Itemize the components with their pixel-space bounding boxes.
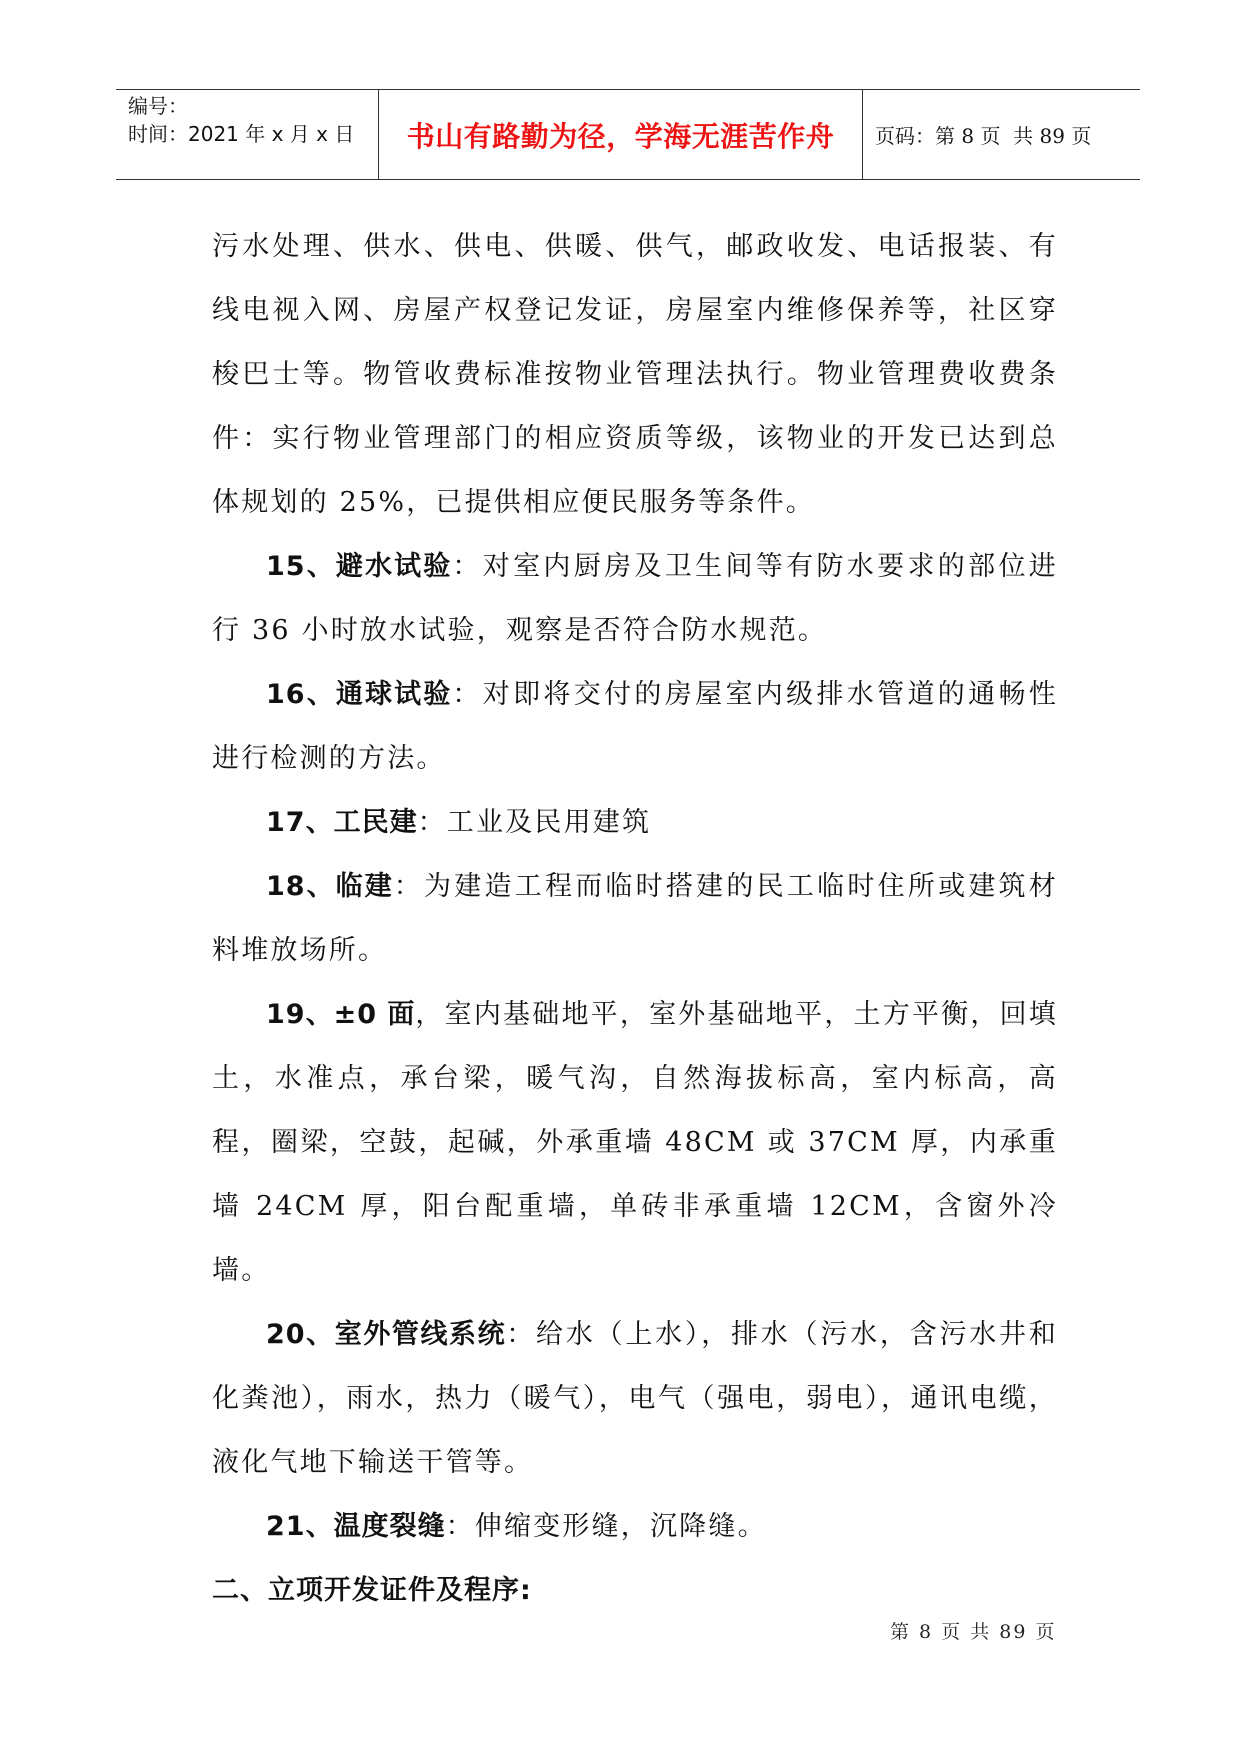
header-meta	[116, 90, 378, 179]
item-19-term: 19、±0 面	[266, 999, 416, 1030]
header-page-label: 页码：第 8 页 共 89 页	[875, 124, 1092, 148]
item-18-term: 18、临建	[266, 871, 394, 902]
item-17	[212, 791, 1058, 855]
page-footer: 第 8 页 共 89 页	[890, 1621, 1057, 1643]
item-16-text: ：对即将交付的房屋室内级排水管道的通畅性进行检测的方法。	[212, 679, 1059, 774]
item-19	[212, 983, 1058, 1303]
header-motto: 书山有路勤为径，学海无涯苦作舟	[378, 90, 863, 179]
item-18-text: ：为建造工程而临时搭建的民工临时住所或建筑材料堆放场所。	[212, 871, 1059, 966]
item-16	[212, 663, 1058, 791]
item-21	[212, 1495, 1058, 1559]
document-number-label: 编号：	[128, 94, 188, 118]
item-21-text: ：伸缩变形缝，沉降缝。	[445, 1511, 767, 1542]
item-19-text: ，室内基础地平，室外基础地平，土方平衡，回填土，水准点，承台梁，暖气沟，自然海拔标高，室内标高，高程，圈梁，空鼓，起碱，外承重墙 48CM 或 37CM 厚，内承重墙 24CM 厚，阳台配重墙，单砖非承重墙 12CM，含窗外冷墙。	[212, 999, 1058, 1286]
item-15	[212, 535, 1058, 663]
item-16-term: 16、通球试验	[266, 679, 453, 710]
item-21-term: 21、温度裂缝	[266, 1511, 446, 1542]
section-heading: 二、立项开发证件及程序:	[212, 1575, 532, 1606]
item-15-term: 15、避水试验	[266, 551, 453, 582]
document-body	[212, 215, 1058, 1623]
item-15-text: ：对室内厨房及卫生间等有防水要求的部位进行 36 小时放水试验，观察是否符合防水规范。	[212, 551, 1059, 646]
intro-paragraph: 污水处理、供水、供电、供暖、供气，邮政收发、电话报装、有线电视入网、房屋产权登记发证，房屋室内维修保养等，社区穿梭巴士等。物管收费标准按物业管理法执行。物业管理费收费条件：实行物业管理部门的相应资质等级，该物业的开发已达到总体规划的 25%，已提供相应便民服务等条件。	[212, 231, 1058, 518]
item-20	[212, 1303, 1058, 1495]
item-20-text: ：给水（上水），排水（污水，含污水井和化粪池），雨水，热力（暖气），电气（强电，弱电），通讯电缆，液化气地下输送干管等。	[212, 1319, 1058, 1478]
item-17-text: ：工业及民用建筑	[417, 807, 652, 838]
document-header	[116, 89, 1140, 180]
document-time-label: 时间：2021 年 x 月 x 日	[128, 122, 355, 146]
item-18	[212, 855, 1058, 983]
item-20-term: 20、室外管线系统	[266, 1319, 507, 1350]
item-17-term: 17、工民建	[266, 807, 418, 838]
header-page-indicator	[863, 90, 1140, 179]
